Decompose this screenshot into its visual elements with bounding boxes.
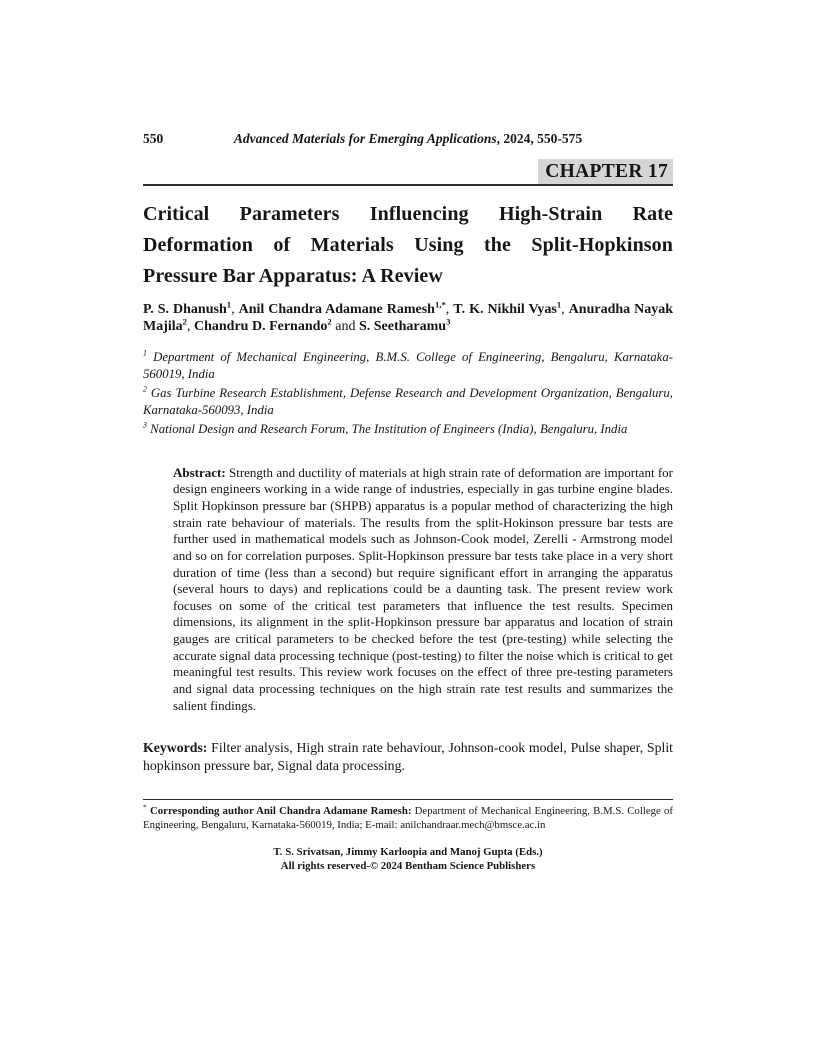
rights-line: All rights reserved-© 2024 Bentham Science Publishers (280, 860, 536, 873)
author-name: S. Seetharamu (358, 319, 447, 335)
chapter-heading-row (143, 159, 673, 186)
affiliation-text: Department of Mechanical Engineering, B.M.S. College of Engineering, Bengaluru, Karnataka-560019, India (143, 350, 673, 382)
author-affiliation-marker: 2 (182, 316, 187, 327)
affiliation-text: National Design and Research Forum, The Institution of Engineers (India), Bengaluru, India (146, 421, 628, 436)
chapter-title: Critical Parameters Influencing High-Strain Rate Deformation of Materials Using the Split-Hopkinson Pressure Bar Apparatus: A Review (143, 203, 673, 288)
affiliation-marker: 1 (143, 349, 147, 359)
author-separator: , (187, 319, 194, 335)
page-number: 550 (143, 131, 164, 146)
affiliation-text: Gas Turbine Research Establishment, Defense Research and Development Organization, Bengaluru, Karnataka-560093, India (143, 386, 673, 418)
footnote-divider (143, 799, 673, 800)
author-separator: and (331, 319, 359, 335)
corresponding-author-footnote (143, 804, 673, 832)
keywords-text: Filter analysis, High strain rate behaviour, Johnson-cook model, Pulse shaper, Split hopkinson pressure bar, Signal data processing. (143, 740, 673, 774)
affiliation-item (143, 349, 673, 383)
page-footer (143, 799, 673, 874)
author-affiliation-marker: 1 (226, 298, 232, 309)
keywords-paragraph (143, 739, 673, 775)
journal-title: Advanced Materials for Emerging Applications (233, 131, 497, 146)
affiliation-item (143, 385, 673, 419)
affiliation-item (143, 421, 673, 438)
chapter-label: CHAPTER 17 (538, 159, 673, 184)
author-separator: , (445, 301, 454, 317)
author-name: T. K. Nikhil Vyas (453, 301, 557, 317)
footnote-bold-text: Corresponding author Anil Chandra Adamane Ramesh: (146, 805, 412, 817)
abstract-label: Abstract: (173, 464, 226, 480)
journal-citation-suffix: , 2024, 550-575 (496, 131, 583, 146)
author-affiliation-marker: 1,* (434, 298, 446, 309)
authors-line (143, 298, 674, 337)
running-header (143, 131, 673, 148)
affiliation-marker: 3 (143, 420, 147, 430)
abstract-paragraph (173, 465, 673, 714)
author-affiliation-marker: 2 (327, 316, 332, 327)
author-affiliation-marker: 1 (556, 298, 562, 309)
author-name: Anil Chandra Adamane Ramesh (238, 301, 435, 317)
author-affiliation-marker: 3 (446, 316, 451, 327)
author-separator: , (561, 301, 569, 317)
imprint-block (143, 845, 673, 874)
author-name: Chandru D. Fernando (194, 319, 328, 335)
journal-citation (234, 131, 582, 146)
affiliation-marker: 2 (143, 384, 147, 394)
author-name: P. S. Dhanush (143, 301, 227, 317)
footnote-text: Department of Mechanical Engineering, B.M.S. College of Engineering, Bengaluru, Karnataka-560019, India; E-mail: anilchandraar.mech@bmsce.ac.in (143, 805, 673, 832)
footnote-marker: * (143, 802, 147, 812)
affiliations (143, 349, 673, 437)
author-separator: , (231, 301, 239, 317)
content-column (143, 0, 673, 775)
keywords-label: Keywords: (143, 740, 208, 756)
author-name: Anuradha Nayak Majila (143, 301, 674, 335)
abstract-text: Strength and ductility of materials at high strain rate of deformation are important for design engineers working in a wide range of industries, especially in gas turbine engine blades. Split Hopkinson pressure bar (SHPB) apparatus is a popular method of characterizing the high strain rate behaviour of materials. The results from the split-Hokinson pressure bar tests are further used in mathematical models such as Johnson-Cook model, Zerelli - Armstrong model and so on for correlation purposes. Split-Hopkinson pressure bar tests take place in a very short duration of time (less than a second) but require significant effort in arranging the apparatus (several hours to days) and replications could be a daunting task. The present review work focuses on some of the critical test parameters that influence the test results. Specimen dimensions, its alignment in the split-Hopkinson pressure bar apparatus and location of strain gauges are critical parameters to be checked before the test (pre-testing) while selecting the accurate signal data processing technique (post-testing) to filter the noise which is critical to get meaningful test results. This review work focuses on the effect of three pre-testing parameters and signal data processing techniques on the high strain rate test results and summarizes the salient findings. (173, 464, 673, 713)
editors-line: T. S. Srivatsan, Jimmy Karloopia and Manoj Gupta (Eds.) (273, 846, 543, 859)
